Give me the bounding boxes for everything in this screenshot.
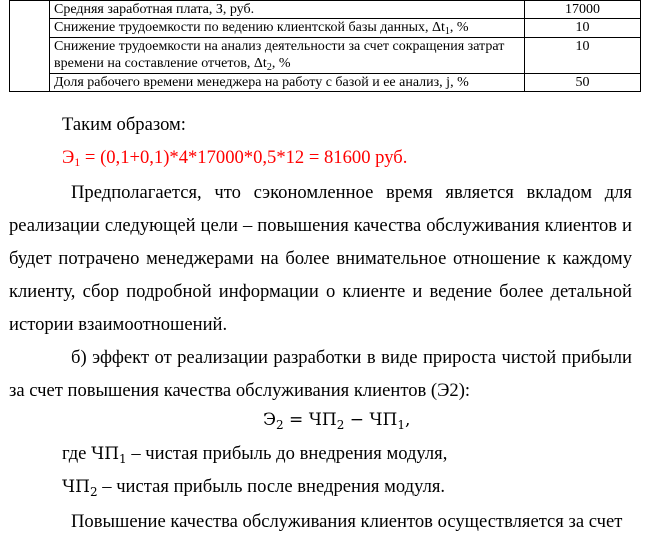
table-row: [10, 19, 641, 38]
table-cell-value: 17000: [525, 1, 641, 19]
table-cell-label: Снижение трудоемкости на анализ деятельности за счет сокращения затрат времени на составление отчетов, $\Delta t_2$, %: [50, 38, 525, 74]
paragraph-saved-time: Предполагается, что сэкономленное время является вкладом для реализации следующей цели – повышения качества обслуживания клиентов и будет потрачено менеджерами на более внимательное отношение к каждому клиенту, сбор подробной информации о клиенте и ведение более детальной истории взаимоотношений.: [9, 182, 632, 335]
thus-line: Таким образом:: [62, 114, 186, 135]
where-line-1: где $ЧП_1$ – чистая прибыль до внедрения модуля,: [62, 443, 448, 466]
table-row: [10, 74, 641, 92]
table-cell-value: 10: [525, 38, 641, 74]
table-blank-column: [10, 1, 50, 92]
table-row: [10, 1, 641, 19]
formula-e1: Э1 = (0,1+0,1)*4*17000*0,5*12 = 81600 руб.: [62, 147, 408, 169]
paragraph-quality: Повышение качества обслуживания клиентов осуществляется за счет: [71, 511, 623, 532]
table-cell-value: 50: [525, 74, 641, 92]
where-line-2: $ЧП_2$ – чистая прибыль после внедрения модуля.: [62, 476, 446, 499]
paragraph-effect-b: б) эффект от реализации разработки в виде прироста чистой прибыли за счет повышения качества обслуживания клиентов (Э2):: [9, 347, 632, 401]
table-cell-label: Средняя заработная плата, З, руб.: [50, 1, 525, 19]
parameters-table: [9, 0, 641, 92]
table-row: [10, 38, 641, 74]
table-cell-value: 10: [525, 19, 641, 38]
formula-e2: $Э_2 = ЧП_2 - ЧП_1$,: [263, 410, 411, 432]
table-cell-label: Снижение трудоемкости по ведению клиентской базы данных, $\Delta t_1$, %: [50, 19, 525, 38]
table-cell-label: Доля рабочего времени менеджера на работу с базой и ее анализ, j, %: [50, 74, 525, 92]
